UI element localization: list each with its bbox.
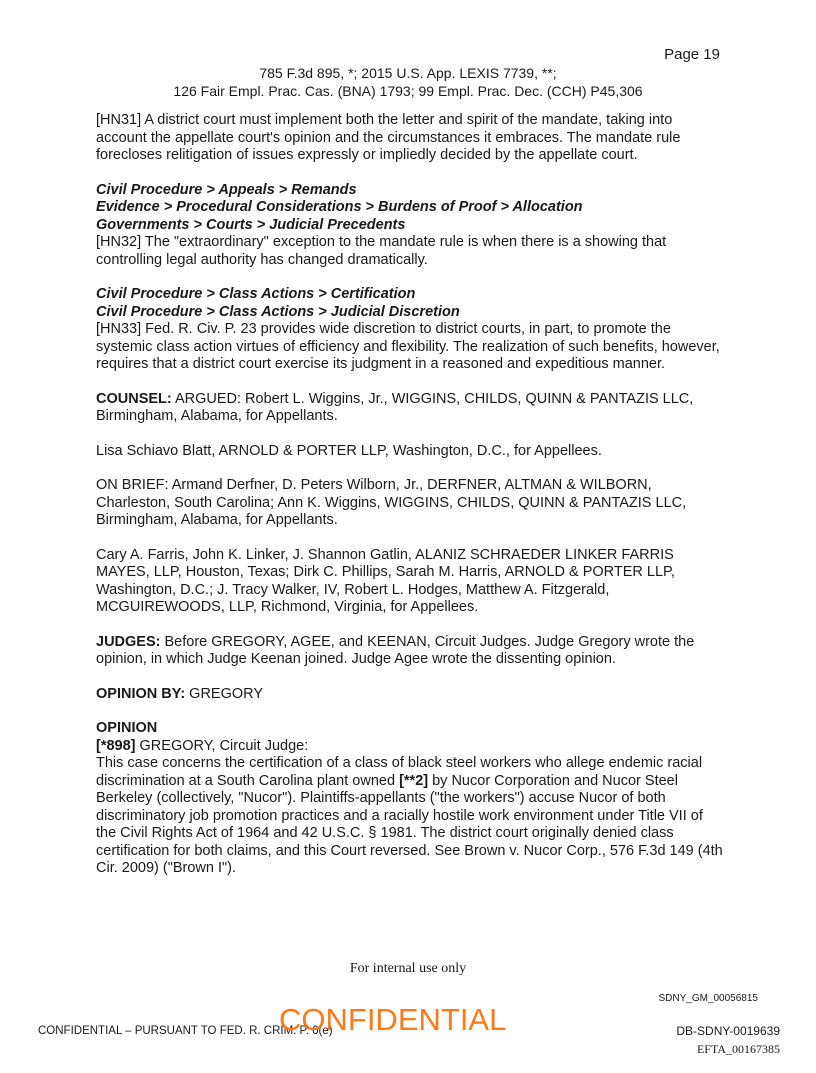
opinion-body <box>96 755 726 878</box>
page-number: Page 19 <box>664 46 720 63</box>
bates-number-db-sdny: DB-SDNY-0019639 <box>676 1024 780 1038</box>
counsel-paragraph <box>96 391 726 426</box>
opinion-by-text: GREGORY <box>185 685 264 702</box>
category-line: Civil Procedure > Class Actions > Judicial Discretion <box>96 303 460 320</box>
bates-number-efta: EFTA_00167385 <box>696 1042 780 1056</box>
counsel-text: ARGUED: Robert L. Wiggins, Jr., WIGGINS, CHILDS, QUINN & PANTAZIS LLC, Birmingham, Alabama, for Appellants. <box>96 390 694 424</box>
opinion-by-label: OPINION BY: <box>96 685 186 702</box>
internal-use-footer: For internal use only <box>349 961 467 976</box>
confidential-stamp: CONFIDENTIAL <box>279 1002 507 1037</box>
opinion-heading: OPINION <box>96 720 158 736</box>
counsel-paragraph-2: Lisa Schiavo Blatt, ARNOLD & PORTER LLP, Washington, D.C., for Appellees. <box>96 442 602 459</box>
opinion-body-part2: by Nucor Corporation and Nucor Steel Berkeley (collectively, "Nucor"). Plaintiffs-appellants ("the workers") accuse Nucor of both discriminatory job promotion practices and a racially hostile work environment under Title VII of the Civil Rights Act of 1964 and 42 U.S.C. § 1981. The district court originally denied class certification for both claims, and this Court reversed. See Brown v. Nucor Corp., 576 F.3d 149 (4th Cir. 2009) ("Brown I"). <box>96 772 723 876</box>
opinion-author: GREGORY, Circuit Judge: <box>135 737 309 754</box>
counsel-label: COUNSEL: <box>96 390 172 407</box>
category-line: Civil Procedure > Appeals > Remands <box>96 181 357 198</box>
citation-line-1: 785 F.3d 895, *; 2015 U.S. App. LEXIS 7739, **; <box>259 65 557 81</box>
counsel-paragraph-4: Cary A. Farris, John K. Linker, J. Shannon Gatlin, ALANIZ SCHRAEDER LINKER FARRIS MAYES, LLP, Houston, Texas; Dirk C. Phillips, Sarah M. Harris, ARNOLD & PORTER LLP, Washington, D.C.; J. Tracy Walker, IV, Robert L. Hodges, Matthew A. Fitzgerald, MCGUIREWOODS, LLP, Richmond, Virginia, for Appellees. <box>96 546 675 615</box>
bates-number-sdny-gm: SDNY_GM_00056815 <box>658 993 758 1004</box>
page-marker-898: [*898] <box>96 737 136 754</box>
opinion-author-line <box>96 738 726 756</box>
category-line: Civil Procedure > Class Actions > Certification <box>96 286 416 302</box>
headnote-31: [HN31] A district court must implement both the letter and spirit of the mandate, taking into account the appellate court's opinion and the circumstances it embraces. The mandate rule forecloses relitigation of issues expressly or impliedly decided by the appellate court. <box>96 112 681 163</box>
judges-label: JUDGES: <box>96 633 161 650</box>
document-body <box>96 112 726 878</box>
headnote-33: [HN33] Fed. R. Civ. P. 23 provides wide discretion to district courts, in part, to promote the systemic class action virtues of efficiency and flexibility. The realization of such benefits, however, requires that a district court exercise its judgment in a reasoned and expeditious manner. <box>96 321 720 372</box>
confidential-notice: CONFIDENTIAL – PURSUANT TO FED. R. CRIM. P. 6(e) <box>38 1025 333 1037</box>
opinion-body-part1: This case concerns the certification of a class of black steel workers who allege endemic racial discrimination at a South Carolina plant owned <box>96 755 703 789</box>
counsel-paragraph-3: ON BRIEF: Armand Derfner, D. Peters Wilborn, Jr., DERFNER, ALTMAN & WILBORN, Charleston, South Carolina; Ann K. Wiggins, WIGGINS, CHILDS, QUINN & PANTAZIS LLC, Birmingham, Alabama, for Appellants. <box>96 477 687 528</box>
citation-line-2: 126 Fair Empl. Prac. Cas. (BNA) 1793; 99 Empl. Prac. Dec. (CCH) P45,306 <box>173 83 643 99</box>
opinion-by-paragraph <box>96 686 726 704</box>
page-marker-2: [**2] <box>399 772 429 789</box>
category-line: Evidence > Procedural Considerations > Burdens of Proof > Allocation <box>96 199 583 215</box>
category-line: Governments > Courts > Judicial Precedents <box>96 216 406 233</box>
judges-text: Before GREGORY, AGEE, and KEENAN, Circuit Judges. Judge Gregory wrote the opinion, in which Judge Keenan joined. Judge Agee wrote the dissenting opinion. <box>96 633 695 667</box>
headnote-32: [HN32] The "extraordinary" exception to the mandate rule is when there is a showing that controlling legal authority has changed dramatically. <box>96 234 667 268</box>
judges-paragraph <box>96 634 726 669</box>
